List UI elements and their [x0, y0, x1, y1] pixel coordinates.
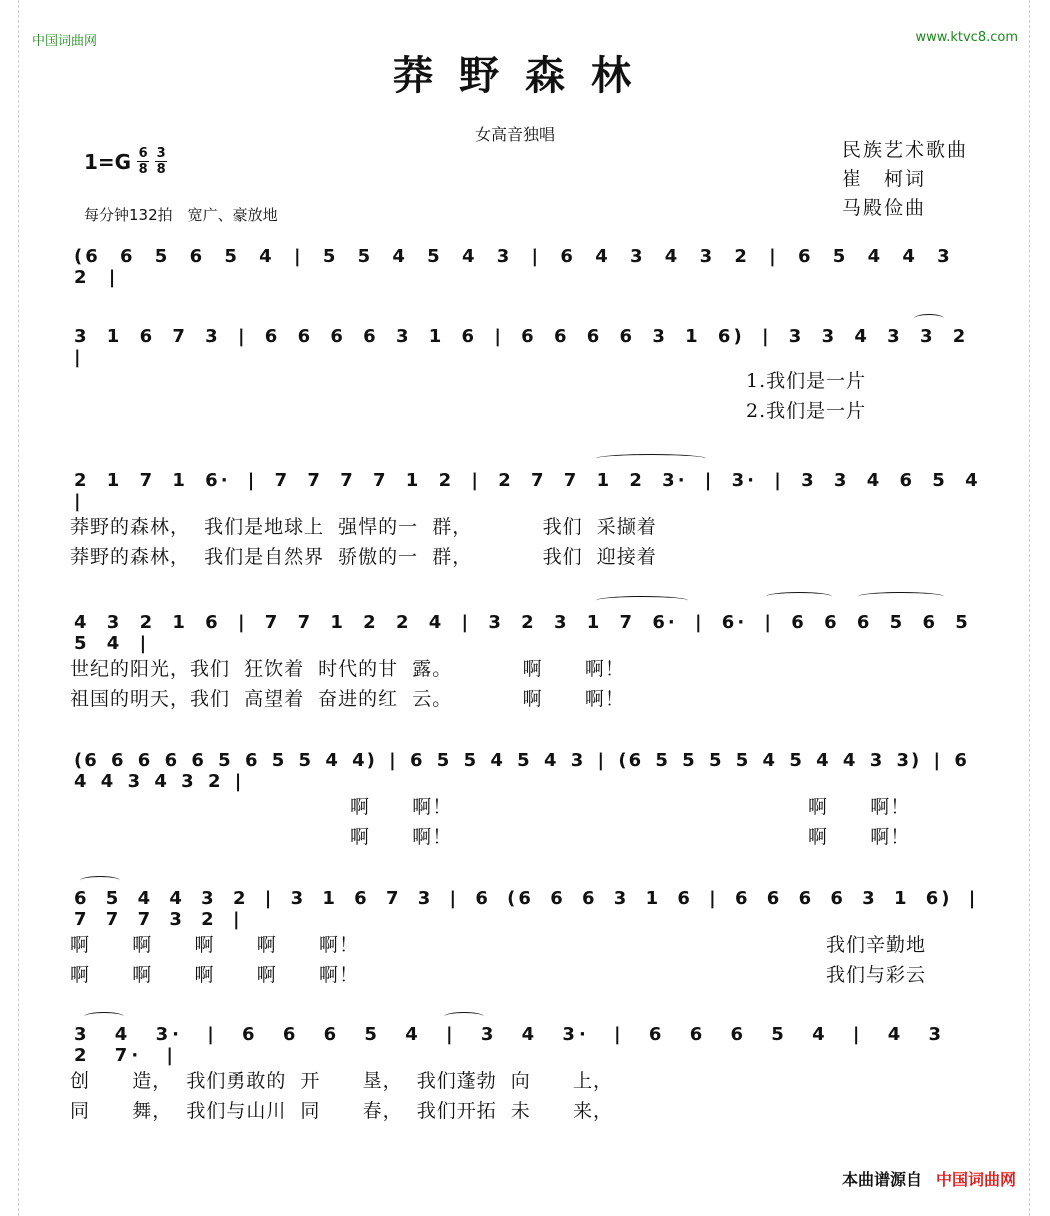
notation-line: (6 6 5 6 5 4 | 5 5 4 5 4 3 | 6 4 3 4 3 2 | 6 5 4 4 3 2 | [74, 246, 953, 288]
slur-mark [858, 592, 944, 601]
lyric-verse-1: 莽野的森林， 我们是地球上 强悍的一 群， 我们 采撷着 [70, 516, 657, 538]
slur-mark [914, 314, 944, 323]
lyric-verse-1: 创 造， 我们勇敢的 开 垦， 我们蓬勃 向 上， [70, 1070, 614, 1092]
key-signature [84, 146, 167, 177]
tempo-marking: 每分钟132拍 宽广、豪放地 [84, 206, 278, 224]
lyric-verse-2: 莽野的森林， 我们是自然界 骄傲的一 群， 我们 迎接着 [70, 546, 657, 568]
slur-mark [80, 876, 120, 885]
lyric-verse-1: 啊 啊 啊 啊 啊！ [70, 934, 359, 956]
score-row-4 [0, 612, 1050, 722]
ts2-denominator: 8 [156, 162, 166, 177]
score-row-3 [0, 470, 1050, 580]
notation-line: 2 1 7 1 6· | 7 7 7 7 1 2 | 2 7 7 1 2 3· | 3· | 3 3 4 6 5 4 | [74, 470, 981, 512]
footer-brand: 中国词曲网 [935, 1170, 1016, 1189]
song-title: 莽野森林 [393, 52, 657, 99]
lyric-verse-2: 啊 啊！ [350, 826, 453, 848]
time-signature-2 [155, 146, 167, 177]
slur-mark [84, 1012, 124, 1021]
credits [842, 136, 968, 223]
score-row-7 [0, 1024, 1050, 1124]
time-signature-1 [137, 146, 149, 177]
site-url-right: www.ktvc8.com [915, 30, 1018, 45]
lyric-verse-2: 啊 啊 啊 啊 啊！ [70, 964, 359, 986]
ts1-denominator: 8 [138, 162, 148, 177]
score-row-5 [0, 750, 1050, 850]
key-label: 1=G [84, 149, 132, 174]
slur-mark [444, 1012, 484, 1021]
lyric-verse-1: 啊 啊！ [350, 796, 453, 818]
lyric-verse-2: 同 舞， 我们与山川 同 春， 我们开拓 未 来， [70, 1100, 614, 1122]
score-row-2 [0, 326, 1050, 426]
notation-line: 3 4 3· | 6 6 6 5 4 | 3 4 3· | 6 6 6 5 4 | 4 3 2 7· | [74, 1024, 946, 1066]
slur-mark [766, 592, 832, 601]
footer-source-text: 本曲谱源自 [841, 1170, 922, 1189]
composer-credit: 马殿俭曲 [842, 197, 927, 219]
footer-source [842, 1167, 1016, 1190]
lyric-right-2: 啊 啊！ [808, 826, 911, 848]
song-subtitle: 女高音独唱 [474, 125, 555, 144]
notation-line: (6 6 6 6 6 5 6 5 5 4 4) | 6 5 5 4 5 4 3 | (6 5 5 5 5 4 5 4 4 3 3) | 6 4 4 3 4 3 2 | [74, 750, 969, 792]
lyric-verse-1: 1.我们是一片 [746, 370, 867, 392]
lyricist-credit: 崔 柯词 [842, 168, 927, 190]
tie-mark [596, 454, 706, 463]
tie-mark [596, 596, 688, 605]
ts2-numerator: 3 [156, 146, 166, 161]
lyric-verse-2: 祖国的明天，我们 高望着 奋进的红 云。 啊 啊！ [70, 688, 625, 710]
lyric-right-1: 我们辛勤地 [826, 934, 927, 956]
score-row-6 [0, 888, 1050, 988]
site-name-left: 中国词曲网 [32, 34, 98, 49]
score-row-1 [0, 246, 1050, 286]
ts1-numerator: 6 [138, 146, 148, 161]
lyric-right-1: 啊 啊！ [808, 796, 911, 818]
lyric-verse-1: 世纪的阳光，我们 狂饮着 时代的甘 露。 啊 啊！ [70, 658, 625, 680]
notation-line: 3 1 6 7 3 | 6 6 6 6 3 1 6 | 6 6 6 6 3 1 6) | 3 3 4 3 3 2 | [74, 326, 969, 368]
notation-line: 6 5 4 4 3 2 | 3 1 6 7 3 | 6 (6 6 6 3 1 6 | 6 6 6 6 3 1 6) | 7 7 7 3 2 | [74, 888, 979, 930]
lyric-verse-2: 2.我们是一片 [746, 400, 867, 422]
notation-line: 4 3 2 1 6 | 7 7 1 2 2 4 | 3 2 3 1 7 6· | 6· | 6 6 6 5 6 5 5 4 | [74, 612, 971, 654]
genre-credit: 民族艺术歌曲 [842, 139, 969, 161]
lyric-right-2: 我们与彩云 [826, 964, 927, 986]
